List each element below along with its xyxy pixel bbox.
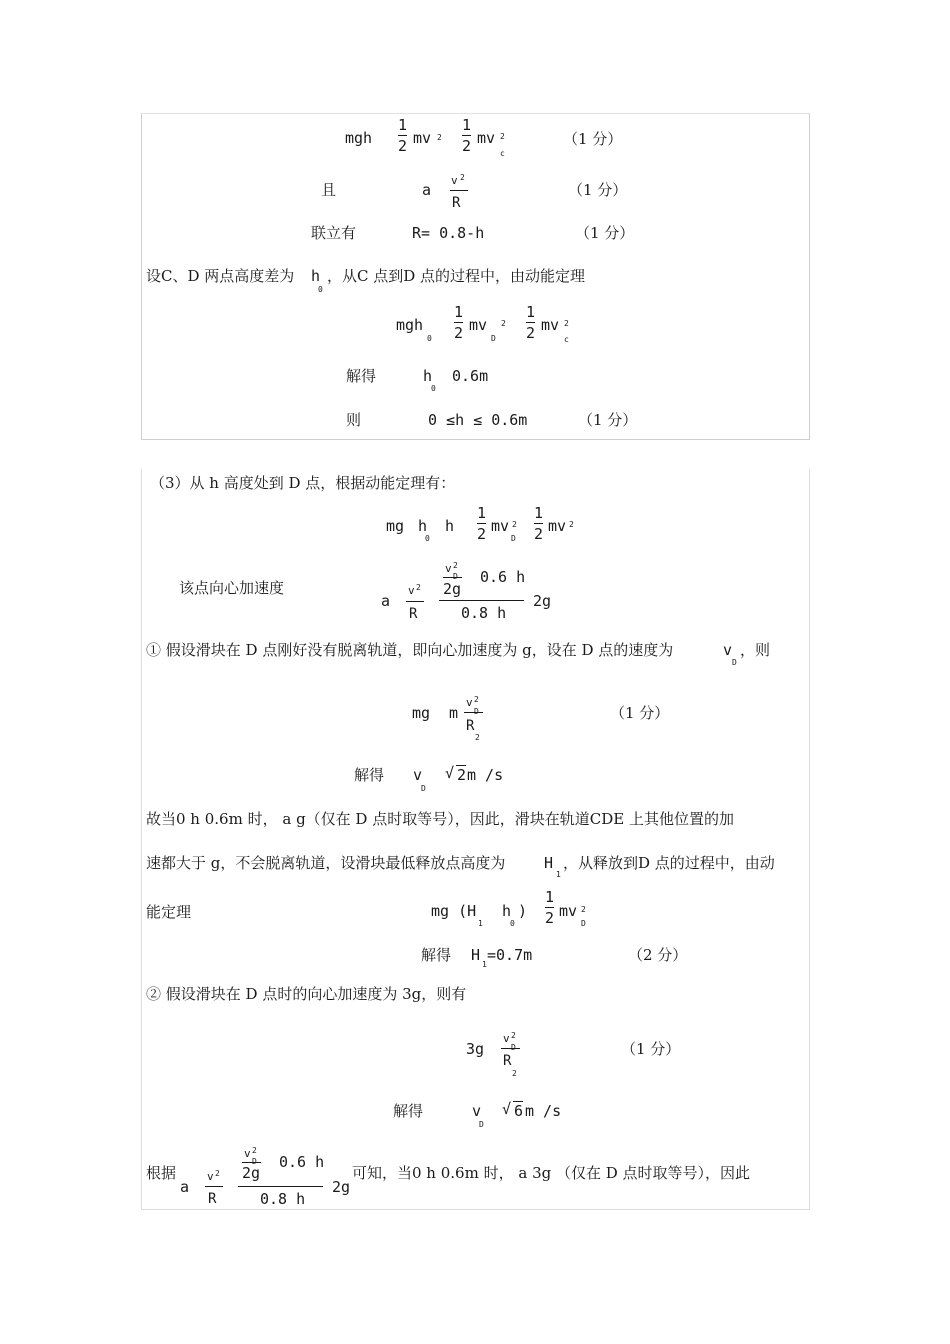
fraction-half: 1 2 [534, 504, 544, 543]
score-label: （1 分） [610, 704, 670, 722]
fraction-half: 1 2 [477, 504, 487, 543]
sqrt-sign: √ [502, 1100, 512, 1118]
score-label: （1 分） [568, 181, 628, 199]
paragraph-assume-3g: ② 假设滑块在 D 点时的向心加速度为 3g，则有 [146, 985, 467, 1003]
fraction-half: 1 2 [462, 116, 472, 155]
score-label: （1 分） [575, 224, 635, 242]
score-label: （1 分） [621, 1040, 681, 1058]
score-label: （1 分） [563, 130, 623, 148]
fraction-half: 1 2 [526, 303, 536, 342]
score-label: （1 分） [578, 411, 638, 429]
score-label: （2 分） [628, 946, 688, 964]
fraction-half: 1 2 [454, 303, 464, 342]
fraction-half: 1 2 [398, 116, 408, 155]
fraction-half: 1 2 [545, 888, 555, 927]
eq-lhs: mgh [345, 129, 373, 147]
sqrt-sign: √ [445, 764, 455, 782]
section-heading: （3）从 h 高度处到 D 点，根据动能定理有： [150, 474, 456, 492]
